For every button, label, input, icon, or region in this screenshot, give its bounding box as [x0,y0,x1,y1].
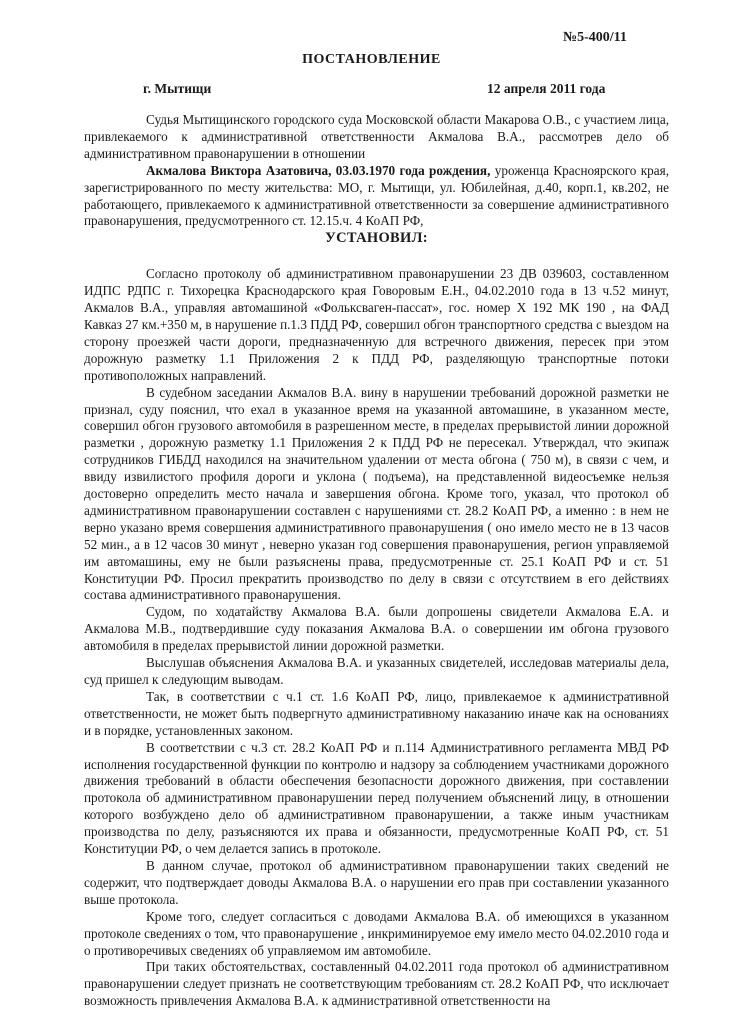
paragraph-regulation: В соответствии с ч.3 ст. 28.2 КоАП РФ и п.114 Административного регламента МВД РФ исполнения государственной функции по контролю и надзору за соблюдением участниками дорожного движения требований в области обеспечения безопасности дорожного движения, при составлении протокола об административном правонарушении перед получением объяснений лицу, в отношении которого возбуждено дело об административном правонарушении, а также иным участникам производства по делу, разъясняются их права и обязанности, предусмотренные КоАП РФ, ст. 51 Конституции РФ, о чем делается запись в протоколе. [84,739,669,857]
document-body [84,112,669,1010]
case-number: №5-400/11 [563,30,627,45]
city: г. Мытищи [143,81,212,96]
section-title: УСТАНОВИЛ: [325,230,428,247]
paragraph-witnesses: Судом, по ходатайству Акмалова В.А. были допрошены свидетели Акмалова Е.А. и Акмалова М.В., подтвердившие суду показания Акмалова В.А. о совершении им обгона грузового автомобиля в пределах прерывистой линии дорожной разметки. [84,604,669,654]
paragraph-additionally: Кроме того, следует согласиться с доводами Акмалова В.А. об имеющихся в указанном протоколе сведениях о том, что правонарушение , инкриминируемое ему имело место 04.02.2010 года и о противоречивых сведениях об управляемом им автомобиле. [84,908,669,958]
paragraph-court-hearing: В судебном заседании Акмалов В.А. вину в нарушении требований дорожной разметки не признал, суду пояснил, что ехал в указанное время на указанной автомашине, в указанном месте, совершил обгон грузового автомобиля в разрешенном месте, в пределах прерывистой линии дорожной разметки , дорожную разметку 1.1 Приложения 2 к ПДД РФ не пересекал. Утверждал, что экипаж сотрудников ГИБДД находился на значительном удалении от места обгона ( 750 м), в связи с чем, и ввиду извилистого профиля дороги и уклона ( подъема), на представленной видеосъемке нельзя достоверно определить место начала и завершения обгона. Кроме того, указал, что протокол об административном правонарушении составлен с нарушениями ст. 28.2 КоАП РФ, а именно : в нем не верно указано время совершения административного правонарушения ( оно имело место не в 13 часов 52 мин., а в 12 часов 30 минут , неверно указан год совершения правонарушения, регион управляемой им автомашины, ему не были разъяснены права, предусмотренные ст. 25.1 КоАП РФ и ст. 51 Конституции РФ. Просил прекратить производство по делу в связи с отсутствием в его действиях состава административного правонарушения. [84,384,669,603]
document-title: ПОСТАНОВЛЕНИЕ [302,52,441,67]
person-paragraph [84,163,669,231]
person-name: Акмалова Виктора Азатовича, 03.03.1970 года рождения, [146,162,491,178]
paragraph-circumstances: При таких обстоятельствах, составленный 04.02.2011 года протокол об административном правонарушении следует признать не соответствующим требованиям ст. 28.2 КоАП РФ, что исключает возможность привлечения Акмалова В.А. к административной ответственности на [84,959,669,1009]
person-details: уроженца Красноярского края, зарегистрированного по месту жительства: МО, г. Мытищи, ул. Юбилейная, д.40, корп.1, кв.202, не работающего, привлекаемого к административной ответственности за совершение административного правонарушения, предусмотренного ст. 12.15.ч. 4 КоАП РФ, [84,162,669,229]
document-date: 12 апреля 2011 года [487,81,606,96]
paragraph-protocol: Согласно протоколу об административном правонарушении 23 ДВ 039603, составленном ИДПС РДПС г. Тихорецка Краснодарского края Говоровым Е.Н., 04.02.2010 года в 13 ч.52 минут, Акмалов В.А., управляя автомашиной «Фольксваген-пассат», гос. номер Х 192 МК 190 , на ФАД Кавказ 27 км.+350 м, в нарушение п.1.3 ПДД РФ, совершил обгон транспортного средства с выездом на сторону проезжей части дороги, предназначенную для встречного движения, пересек при этом дорожную разметку 1.1 Приложения 2 к ПДД РФ, разделяющую транспортные потоки противоположных направлений. [84,266,669,383]
paragraph-law-article: Так, в соответствии с ч.1 ст. 1.6 КоАП РФ, лицо, привлекаемое к административной ответственности, не может быть подвергнуто административному наказанию иначе как на основаниях и в порядке, установленных законом. [84,688,669,738]
paragraph-this-case: В данном случае, протокол об административном правонарушении таких сведений не содержит, что подтверждает доводы Акмалова В.А. о нарушении его прав при составлении указанного выше протокола. [84,857,669,907]
intro-paragraph: Судья Мытищинского городского суда Московской области Макарова О.В., с участием лица, привлекаемого к административной ответственности Акмалова В.А., рассмотрев дело об административном правонарушении в отношении [84,112,669,161]
paragraph-conclusions: Выслушав объяснения Акмалова В.А. и указанных свидетелей, исследовав материалы дела, суд пришел к следующим выводам. [84,655,669,687]
